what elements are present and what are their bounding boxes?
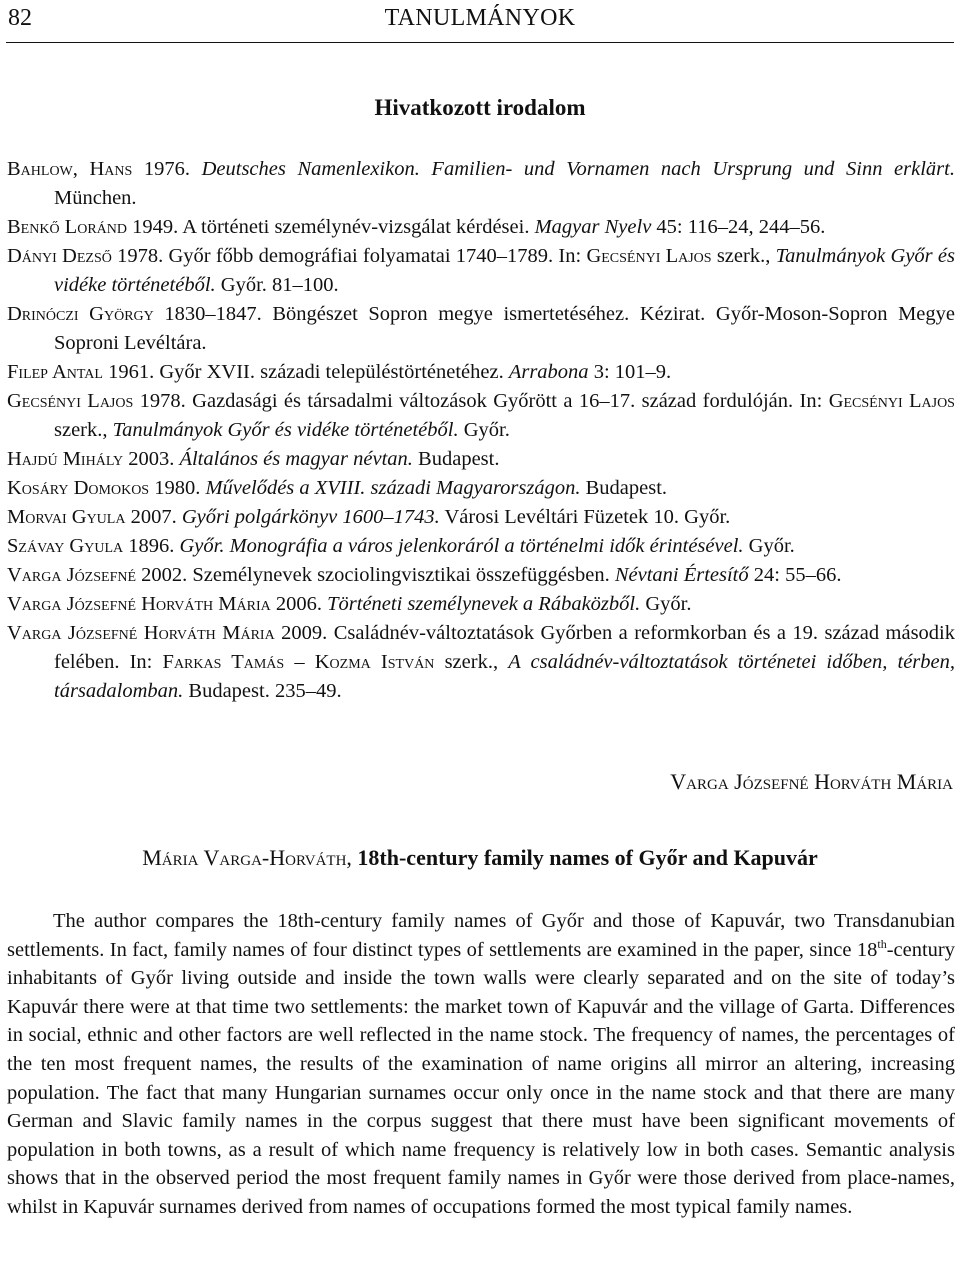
ref-text: 2009. Családnév-változtatások Győrben a reformkorban és a 19. század második felében. In: <box>54 622 955 673</box>
ref-text: 2007. <box>125 506 182 528</box>
abstract-heading: 18th-century family names of Győr and Kapuvár <box>351 845 818 870</box>
section-title: Hivatkozott irodalom <box>374 95 586 120</box>
ref-text: 1896. <box>123 535 180 557</box>
ref-author: Benkő Loránd <box>7 216 127 238</box>
abstract-text-part: -century inhabitants of Győr living outside and inside the town walls were clearly separated and on the site of today’s Kapuvár there were at that time two settlements: the market town of Kapuvár and the village of Garta. Differences in social, ethnic and other factors are well reflected in the name stock. The frequency of names, the percentages of the ten most frequent names, the results of the examination of name origins all mirror an altering, increasing population. The fact that many Hungarian surnames occur only once in the name stock and that there are many German and Slavic family names in the corpus suggest that there must have been significant movements of population in both towns, as a result of which name frequency is relatively low in both cases. Semantic analysis shows that in the observed period the most frequent family names in Győr were those derived from place-names, whilst in Kapuvár surnames derived from names of occupations formed the most typical family names. <box>7 938 955 1218</box>
ref-author: Gecsényi Lajos <box>7 390 134 412</box>
ref-year: 1976. <box>132 158 202 180</box>
ref-editor: Gecsényi Lajos <box>828 390 955 412</box>
ref-text: Győr. <box>743 535 795 557</box>
ref-text: Városi Levéltári Füzetek 10. Győr. <box>439 506 731 528</box>
ref-text: Budapest. <box>412 448 500 470</box>
ref-author: Szávay Gyula <box>7 535 124 557</box>
ref-text: Győr. <box>640 593 692 615</box>
ref-text: 2006. <box>270 593 328 615</box>
ref-author: Varga Józsefné <box>7 564 137 586</box>
ref-journal: Névtani Értesítő <box>614 564 749 586</box>
ref-editor: Farkas Tamás – Kozma István <box>162 651 435 673</box>
ref-text: 1830–1847. Böngészet Sopron megye ismertetéséhez. Kézirat. Győr-Moson-Sopron Megye Soproni Levéltára. <box>54 303 955 354</box>
reference-item <box>7 242 955 300</box>
reference-item <box>7 358 955 387</box>
ref-title: Győr. Monográfia a város jelenkoráról a történelmi idők érintésével. <box>179 535 744 557</box>
ref-text: szerk., <box>54 419 113 441</box>
page-header <box>8 4 952 36</box>
ref-text: 45: 116–24, 244–56. <box>651 216 826 238</box>
ref-title: Deutsches Namenlexikon. Familien- und Vornamen nach Ursprung und Sinn erklärt. <box>201 158 955 180</box>
ref-editor: Gecsényi Lajos <box>586 245 712 267</box>
ref-journal: Arrabona <box>508 361 589 383</box>
reference-item <box>7 474 955 503</box>
running-title: TANULMÁNYOK <box>384 5 576 31</box>
ref-author: Drinóczi György <box>7 303 154 325</box>
reference-item <box>7 213 955 242</box>
reference-item <box>7 619 955 706</box>
ref-text: 1961. Győr XVII. századi településtörténetéhez. <box>102 361 509 383</box>
ref-author: Kosáry Domokos <box>7 477 150 499</box>
ref-book: Tanulmányok Győr és vidéke történetéből. <box>112 419 459 441</box>
ref-text: 3: 101–9. <box>588 361 672 383</box>
ref-text: Győr. 81–100. <box>215 274 339 296</box>
ref-author: Morvai Gyula <box>7 506 126 528</box>
reference-item <box>7 590 955 619</box>
abstract-superscript: th <box>877 936 887 951</box>
abstract-title <box>0 843 960 872</box>
ref-text: Budapest. <box>580 477 668 499</box>
ref-text: Budapest. 235–49. <box>183 680 342 702</box>
ref-text: 1978. Győr főbb demográfiai folyamatai 1740–1789. In: <box>111 245 587 267</box>
reference-item <box>7 387 955 445</box>
abstract-author: Mária Varga-Horváth, <box>142 845 352 870</box>
reference-list <box>7 155 955 706</box>
header-rule <box>6 42 954 43</box>
reference-item <box>7 503 955 532</box>
ref-text: 1980. <box>149 477 206 499</box>
ref-publisher: München. <box>54 187 137 209</box>
ref-title: Történeti személynevek a Rábaközből. <box>327 593 641 615</box>
reference-item <box>7 561 955 590</box>
ref-journal: Magyar Nyelv <box>534 216 652 238</box>
ref-text: 24: 55–66. <box>748 564 842 586</box>
ref-author: Varga Józsefné Horváth Mária <box>7 622 275 644</box>
ref-text: szerk., <box>711 245 776 267</box>
abstract-text <box>7 907 955 1222</box>
ref-text: 2002. Személynevek szociolingvisztikai összefüggésben. <box>136 564 615 586</box>
author-signature: Varga Józsefné Horváth Mária <box>670 769 953 794</box>
ref-text: 2003. <box>123 448 180 470</box>
ref-author: Filep Antal <box>7 361 103 383</box>
page-number: 82 <box>8 5 32 31</box>
ref-author: Hajdú Mihály <box>7 448 124 470</box>
ref-title: Győri polgárkönyv 1600–1743. <box>181 506 440 528</box>
abstract-text-part: The author compares the 18th-century family names of Győr and those of Kapuvár, two Transdanubian settlements. In fact, family names of four distinct types of settlements are examined in the paper, since 18 <box>7 910 955 961</box>
ref-book: A családnév-változtatások történetei időben, térben, társadalomban. <box>54 651 955 702</box>
ref-text: 1949. A történeti személynév-vizsgálat kérdései. <box>126 216 535 238</box>
reference-item <box>7 445 955 474</box>
reference-item <box>7 300 955 358</box>
reference-item <box>7 532 955 561</box>
reference-item <box>7 155 955 213</box>
ref-author: Varga Józsefné Horváth Mária <box>7 593 271 615</box>
ref-title: Általános és magyar névtan. <box>179 448 413 470</box>
ref-author: Dányi Dezső <box>7 245 112 267</box>
ref-text: 1978. Gazdasági és társadalmi változások Győrött a 16–17. század fordulóján. In: <box>133 390 829 412</box>
ref-book: Tanulmányok Győr és vidéke történetéből. <box>54 245 955 296</box>
ref-text: Győr. <box>458 419 510 441</box>
ref-title: Művelődés a XVIII. századi Magyarországon. <box>205 477 581 499</box>
ref-text: szerk., <box>434 651 509 673</box>
ref-author: Bahlow, Hans <box>7 158 133 180</box>
